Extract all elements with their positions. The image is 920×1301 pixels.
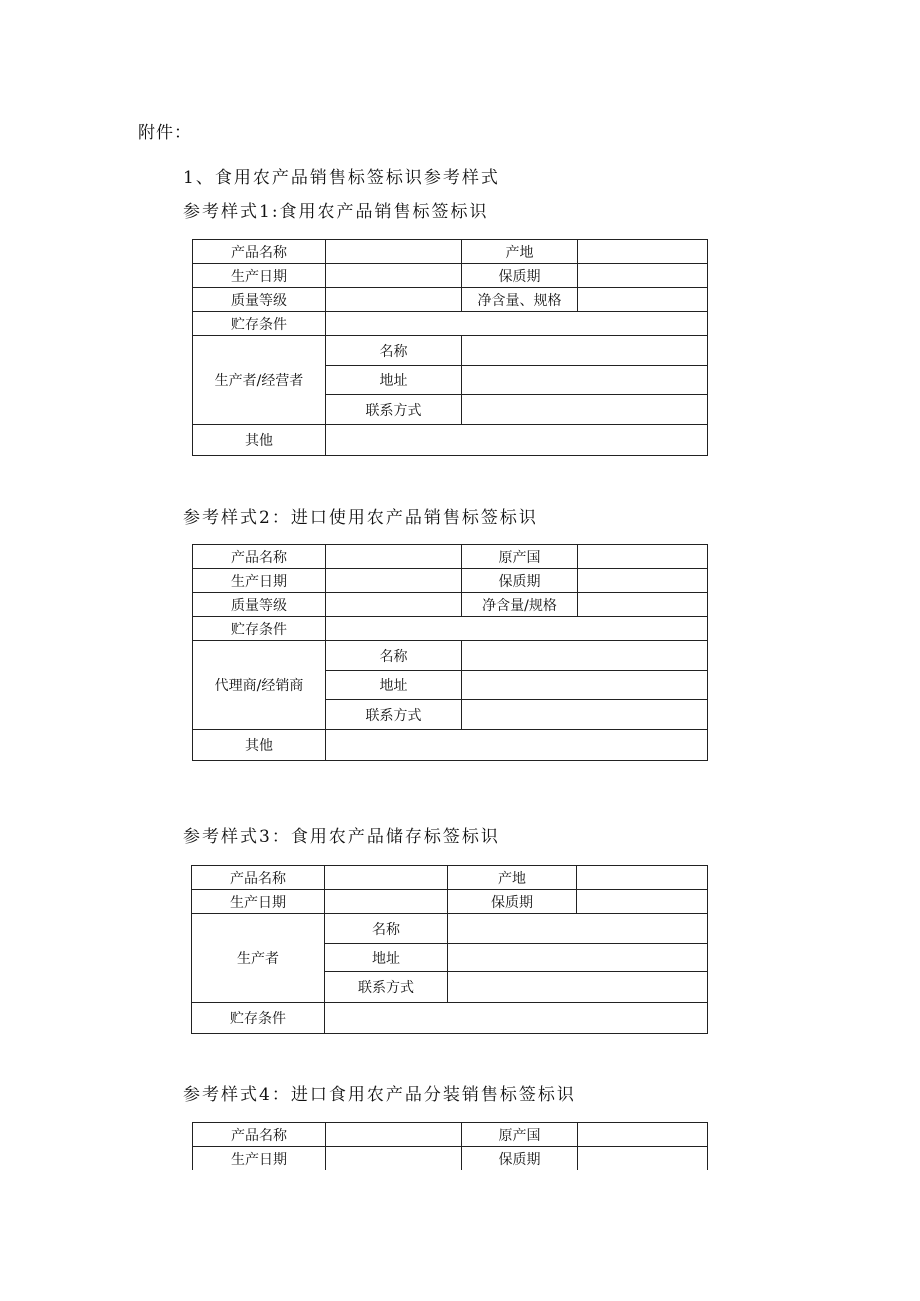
quality-grade-label: 质量等级 bbox=[193, 593, 326, 617]
party-label: 生产者 bbox=[192, 914, 325, 1003]
origin-country-value bbox=[578, 1123, 708, 1147]
party-contact-label: 联系方式 bbox=[325, 972, 448, 1003]
table-row bbox=[193, 1123, 708, 1147]
storage-label: 贮存条件 bbox=[193, 312, 326, 336]
origin-label: 产地 bbox=[462, 240, 578, 264]
storage-label: 贮存条件 bbox=[193, 617, 326, 641]
quality-grade-label: 质量等级 bbox=[193, 288, 326, 312]
product-name-label: 产品名称 bbox=[193, 240, 326, 264]
production-date-label: 生产日期 bbox=[193, 264, 326, 288]
sample-4-label-table bbox=[192, 1122, 708, 1170]
net-content-label: 净含量/规格 bbox=[462, 593, 578, 617]
production-date-label: 生产日期 bbox=[193, 1147, 326, 1171]
product-name-label: 产品名称 bbox=[193, 545, 326, 569]
shelf-life-label: 保质期 bbox=[462, 569, 578, 593]
product-name-value bbox=[326, 1123, 462, 1147]
party-name-label: 名称 bbox=[326, 336, 462, 366]
production-date-label: 生产日期 bbox=[193, 569, 326, 593]
product-name-label: 产品名称 bbox=[192, 866, 325, 890]
production-date-label: 生产日期 bbox=[192, 890, 325, 914]
sample-4-caption: 参考样式4：进口食用农产品分装销售标签标识 bbox=[183, 1085, 576, 1105]
sample-2-caption: 参考样式2：进口使用农产品销售标签标识 bbox=[183, 508, 538, 528]
product-name-label: 产品名称 bbox=[193, 1123, 326, 1147]
shelf-life-label: 保质期 bbox=[462, 1147, 578, 1171]
party-label: 生产者/经营者 bbox=[193, 336, 326, 425]
origin-label: 产地 bbox=[448, 866, 577, 890]
shelf-life-label: 保质期 bbox=[462, 264, 578, 288]
shelf-life-value bbox=[578, 1147, 708, 1171]
shelf-life-label: 保质期 bbox=[448, 890, 577, 914]
party-address-label: 地址 bbox=[326, 671, 462, 700]
other-label: 其他 bbox=[193, 730, 326, 761]
origin-country-label: 原产国 bbox=[462, 545, 578, 569]
attachment-label: 附件： bbox=[138, 123, 192, 143]
sample-1-caption: 参考样式1:食用农产品销售标签标识 bbox=[183, 202, 489, 222]
storage-label: 贮存条件 bbox=[192, 1003, 325, 1034]
origin-country-label: 原产国 bbox=[462, 1123, 578, 1147]
party-address-label: 地址 bbox=[325, 944, 448, 972]
net-content-label: 净含量、规格 bbox=[462, 288, 578, 312]
party-contact-label: 联系方式 bbox=[326, 395, 462, 425]
party-address-label: 地址 bbox=[326, 366, 462, 395]
table-row bbox=[193, 1147, 708, 1171]
party-name-label: 名称 bbox=[325, 914, 448, 944]
other-label: 其他 bbox=[193, 425, 326, 456]
section-heading: 1、食用农产品销售标签标识参考样式 bbox=[183, 168, 500, 188]
production-date-value bbox=[326, 1147, 462, 1171]
sample-3-caption: 参考样式3：食用农产品储存标签标识 bbox=[183, 827, 500, 847]
party-label: 代理商/经销商 bbox=[193, 641, 326, 730]
party-name-label: 名称 bbox=[326, 641, 462, 671]
party-contact-label: 联系方式 bbox=[326, 700, 462, 730]
